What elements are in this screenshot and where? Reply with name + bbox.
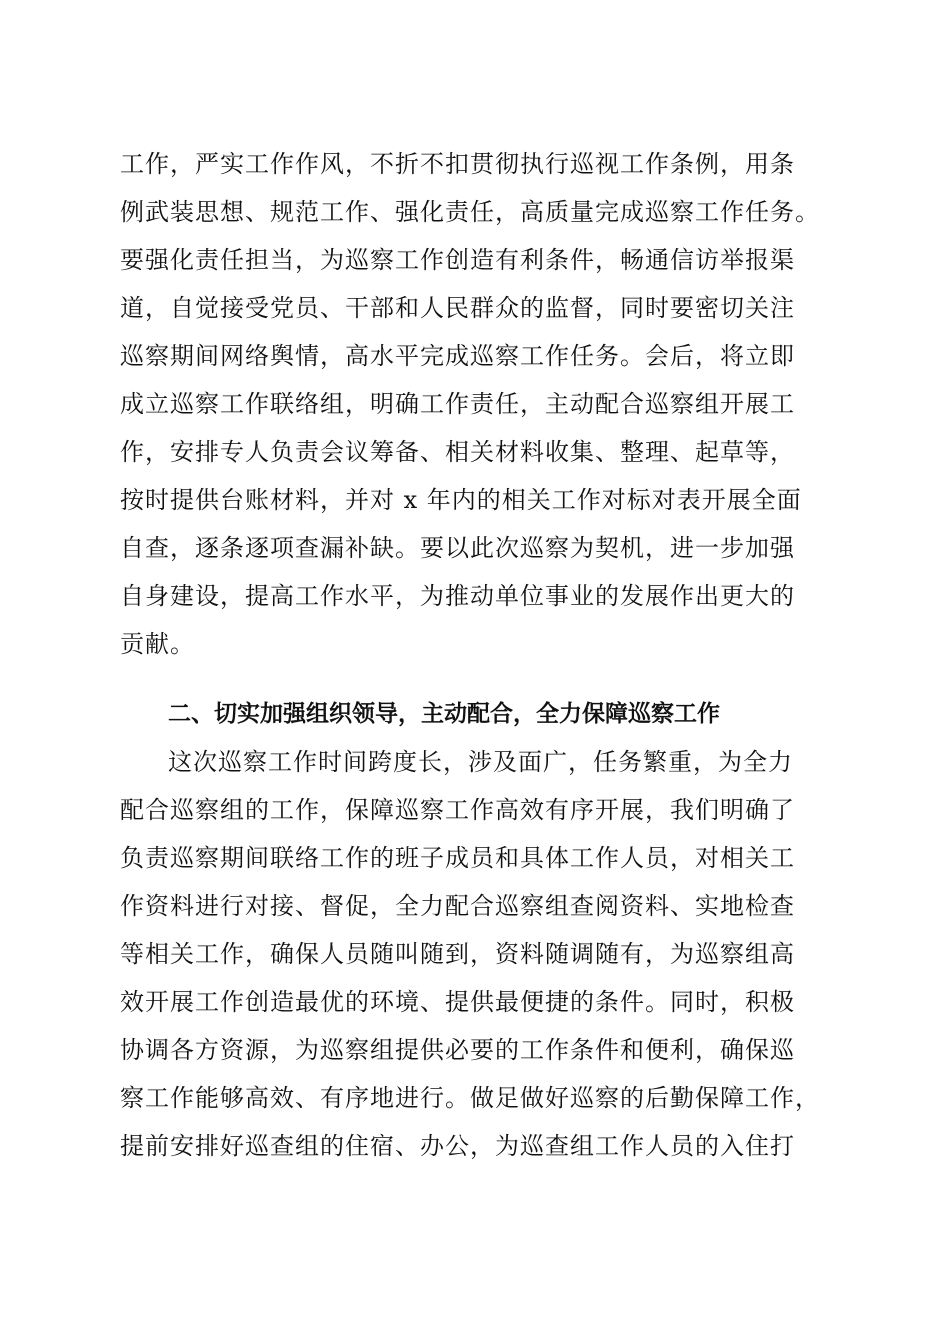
paragraph-line: 按时提供台账材料，并对 x 年内的相关工作对标对表开展全面: [120, 486, 802, 514]
paragraph-line: 提前安排好巡查组的住宿、办公，为巡查组工作人员的入住打: [120, 1132, 795, 1160]
paragraph-line: 效开展工作创造最优的环境、提供最便捷的条件。同时，积极: [120, 988, 795, 1016]
paragraph-line: 要强化责任担当，为巡察工作创造有利条件，畅通信访举报渠: [120, 246, 795, 274]
paragraph-2: [120, 738, 830, 1170]
paragraph-line: 配合巡察组的工作，保障巡察工作高效有序开展，我们明确了: [120, 796, 795, 824]
paragraph-line: 等相关工作，确保人员随叫随到，资料随调随有，为巡察组高: [120, 940, 795, 968]
paragraph-line: 自身建设，提高工作水平，为推动单位事业的发展作出更大的: [120, 582, 795, 610]
paragraph-line: 成立巡察工作联络组，明确工作责任，主动配合巡察组开展工: [120, 390, 795, 418]
paragraph-line: 道，自觉接受党员、干部和人民群众的监督，同时要密切关注: [120, 294, 795, 322]
paragraph-line: 作，安排专人负责会议筹备、相关材料收集、整理、起草等，: [120, 438, 795, 466]
paragraph-line: 自查，逐条逐项查漏补缺。要以此次巡察为契机，进一步加强: [120, 534, 795, 562]
paragraph-line: 例武装思想、规范工作、强化责任，高质量完成巡察工作任务。: [120, 198, 820, 226]
paragraph-line: 作资料进行对接、督促，全力配合巡察组查阅资料、实地检查: [120, 892, 795, 920]
section-heading: 二、切实加强组织领导，主动配合，全力保障巡察工作: [168, 701, 720, 727]
paragraph-line: 工作，严实工作作风，不折不扣贯彻执行巡视工作条例，用条: [120, 150, 795, 178]
paragraph-line: 这次巡察工作时间跨度长，涉及面广，任务繁重，为全力: [168, 748, 793, 776]
paragraph-1: [120, 140, 830, 668]
paragraph-line: 察工作能够高效、有序地进行。做足做好巡察的后勤保障工作，: [120, 1084, 820, 1112]
paragraph-line: 负责巡察期间联络工作的班子成员和具体工作人员，对相关工: [120, 844, 795, 872]
paragraph-line: 协调各方资源，为巡察组提供必要的工作条件和便利，确保巡: [120, 1036, 795, 1064]
paragraph-line: 贡献。: [120, 630, 195, 658]
paragraph-line: 巡察期间网络舆情，高水平完成巡察工作任务。会后，将立即: [120, 342, 795, 370]
